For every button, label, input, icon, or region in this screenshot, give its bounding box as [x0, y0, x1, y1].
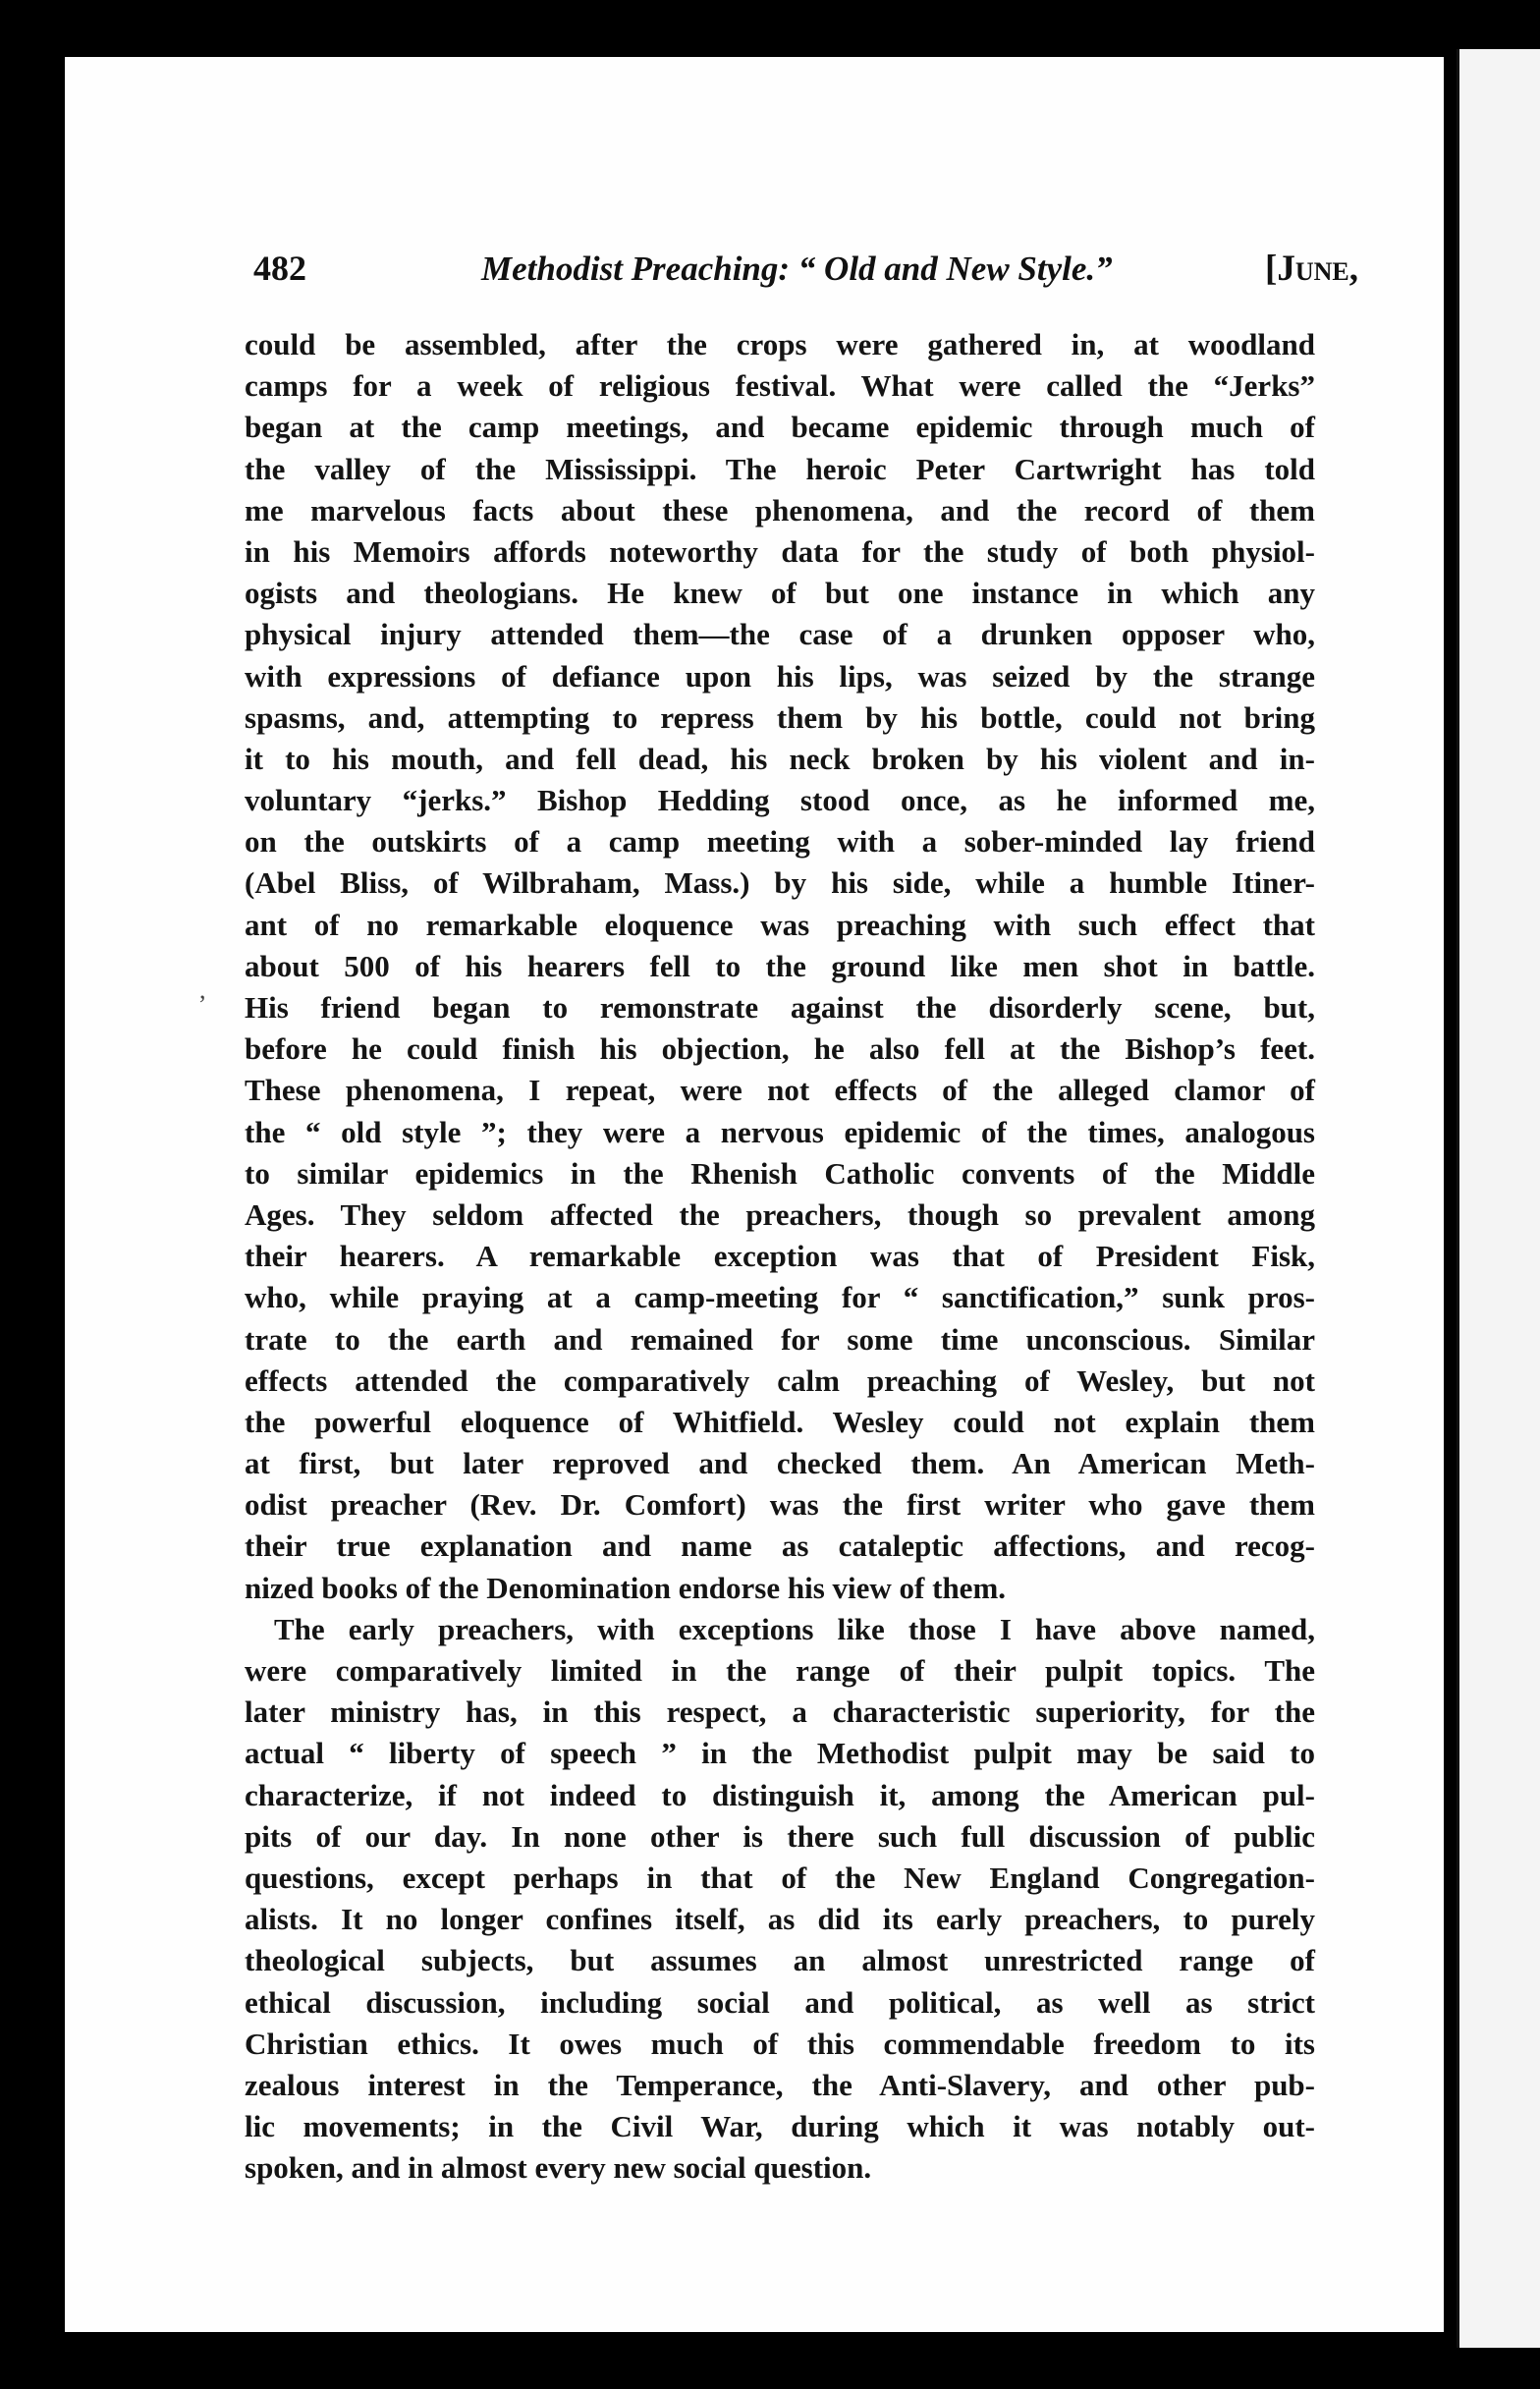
text-line: me marvelous facts about these phenomena, and the record of them: [245, 492, 1315, 528]
text-line: began at the camp meetings, and became epidemic through much of: [245, 410, 1315, 445]
text-line: the “ old style ”; they were a nervous epidemic of the times, analogous: [245, 1114, 1315, 1149]
text-line: physical injury attended them—the case of a drunken opposer who,: [245, 617, 1315, 652]
text-line: The early preachers, with exceptions like those I have above named,: [274, 1611, 1315, 1646]
text-line: the powerful eloquence of Whitfield. Wesley could not explain them: [245, 1404, 1315, 1439]
text-line: spoken, and in almost every new social question.: [245, 2150, 872, 2186]
text-line: about 500 of his hearers fell to the ground like men shot in battle.: [245, 948, 1315, 983]
running-month: [June,: [1265, 249, 1358, 289]
text-line: before he could finish his objection, he also fell at the Bishop’s feet.: [245, 1031, 1315, 1067]
page-number: 482: [253, 249, 306, 288]
text-line: characterize, if not indeed to distinguish it, among the American pul-: [245, 1777, 1315, 1812]
text-line: odist preacher (Rev. Dr. Comfort) was the first writer who gave them: [245, 1487, 1315, 1523]
text-line: to similar epidemics in the Rhenish Catholic convents of the Middle: [245, 1155, 1315, 1191]
text-line: trate to the earth and remained for some time unconscious. Similar: [245, 1321, 1315, 1357]
text-line: effects attended the comparatively calm preaching of Wesley, but not: [245, 1362, 1315, 1398]
text-line: the valley of the Mississippi. The heroic Peter Cartwright has told: [245, 451, 1315, 486]
text-line: were comparatively limited in the range of their pulpit topics. The: [245, 1653, 1315, 1688]
paragraph: [245, 1609, 1315, 2190]
text-line: spasms, and, attempting to repress them by his bottle, could not bring: [245, 699, 1315, 735]
text-line: with expressions of defiance upon his lips, was seized by the strange: [245, 658, 1315, 694]
text-line: These phenomena, I repeat, were not effects of the alleged clamor of: [245, 1073, 1315, 1108]
facing-page-sliver: [1459, 49, 1540, 2348]
text-line: zealous interest in the Temperance, the Anti-Slavery, and other pub-: [245, 2067, 1315, 2102]
text-line: Christian ethics. It owes much of this commendable freedom to its: [245, 2026, 1315, 2061]
text-line: at first, but later reproved and checked them. An American Meth-: [245, 1446, 1315, 1481]
text-line: theological subjects, but assumes an almost unrestricted range of: [245, 1943, 1315, 1978]
text-line: voluntary “jerks.” Bishop Hedding stood once, as he informed me,: [245, 783, 1315, 818]
body-text: [245, 324, 1315, 2189]
text-line: (Abel Bliss, of Wilbraham, Mass.) by his side, while a humble Itiner-: [245, 865, 1315, 901]
margin-tick-mark: ,: [199, 975, 206, 1004]
text-line: camps for a week of religious festival. What were called the “Jerks”: [245, 368, 1315, 404]
text-line: pits of our day. In none other is there such full discussion of public: [245, 1818, 1315, 1854]
text-line: who, while praying at a camp-meeting for “ sanctification,” sunk pros-: [245, 1280, 1315, 1315]
text-line: nized books of the Denomination endorse his view of them.: [245, 1570, 1007, 1605]
text-line: in his Memoirs affords noteworthy data for the study of both physiol-: [245, 533, 1315, 569]
text-line: ant of no remarkable eloquence was preaching with such effect that: [245, 907, 1315, 942]
text-line: ogists and theologians. He knew of but one instance in which any: [245, 576, 1315, 611]
paragraph: [245, 324, 1315, 1609]
text-line: His friend began to remonstrate against the disorderly scene, but,: [245, 990, 1315, 1025]
text-line: their true explanation and name as cataleptic affections, and recog-: [245, 1528, 1315, 1564]
text-line: questions, except perhaps in that of the New England Congregation-: [245, 1860, 1315, 1895]
text-line: later ministry has, in this respect, a characteristic superiority, for the: [245, 1695, 1315, 1730]
text-line: alists. It no longer confines itself, as did its early preachers, to purely: [245, 1902, 1315, 1937]
running-title: Methodist Preaching: “ Old and New Style.”: [481, 250, 1113, 288]
running-header: [253, 248, 1358, 297]
text-line: their hearers. A remarkable exception was that of President Fisk,: [245, 1239, 1315, 1274]
text-line: on the outskirts of a camp meeting with a sober-minded lay friend: [245, 824, 1315, 860]
text-line: Ages. They seldom affected the preachers, though so prevalent among: [245, 1196, 1315, 1232]
text-line: lic movements; in the Civil War, during which it was notably out-: [245, 2109, 1315, 2144]
text-line: could be assembled, after the crops were gathered in, at woodland: [245, 327, 1315, 361]
text-line: ethical discussion, including social and political, as well as strict: [245, 1984, 1315, 2020]
text-line: it to his mouth, and fell dead, his neck broken by his violent and in-: [245, 741, 1315, 776]
text-line: actual “ liberty of speech ” in the Methodist pulpit may be said to: [245, 1736, 1315, 1771]
